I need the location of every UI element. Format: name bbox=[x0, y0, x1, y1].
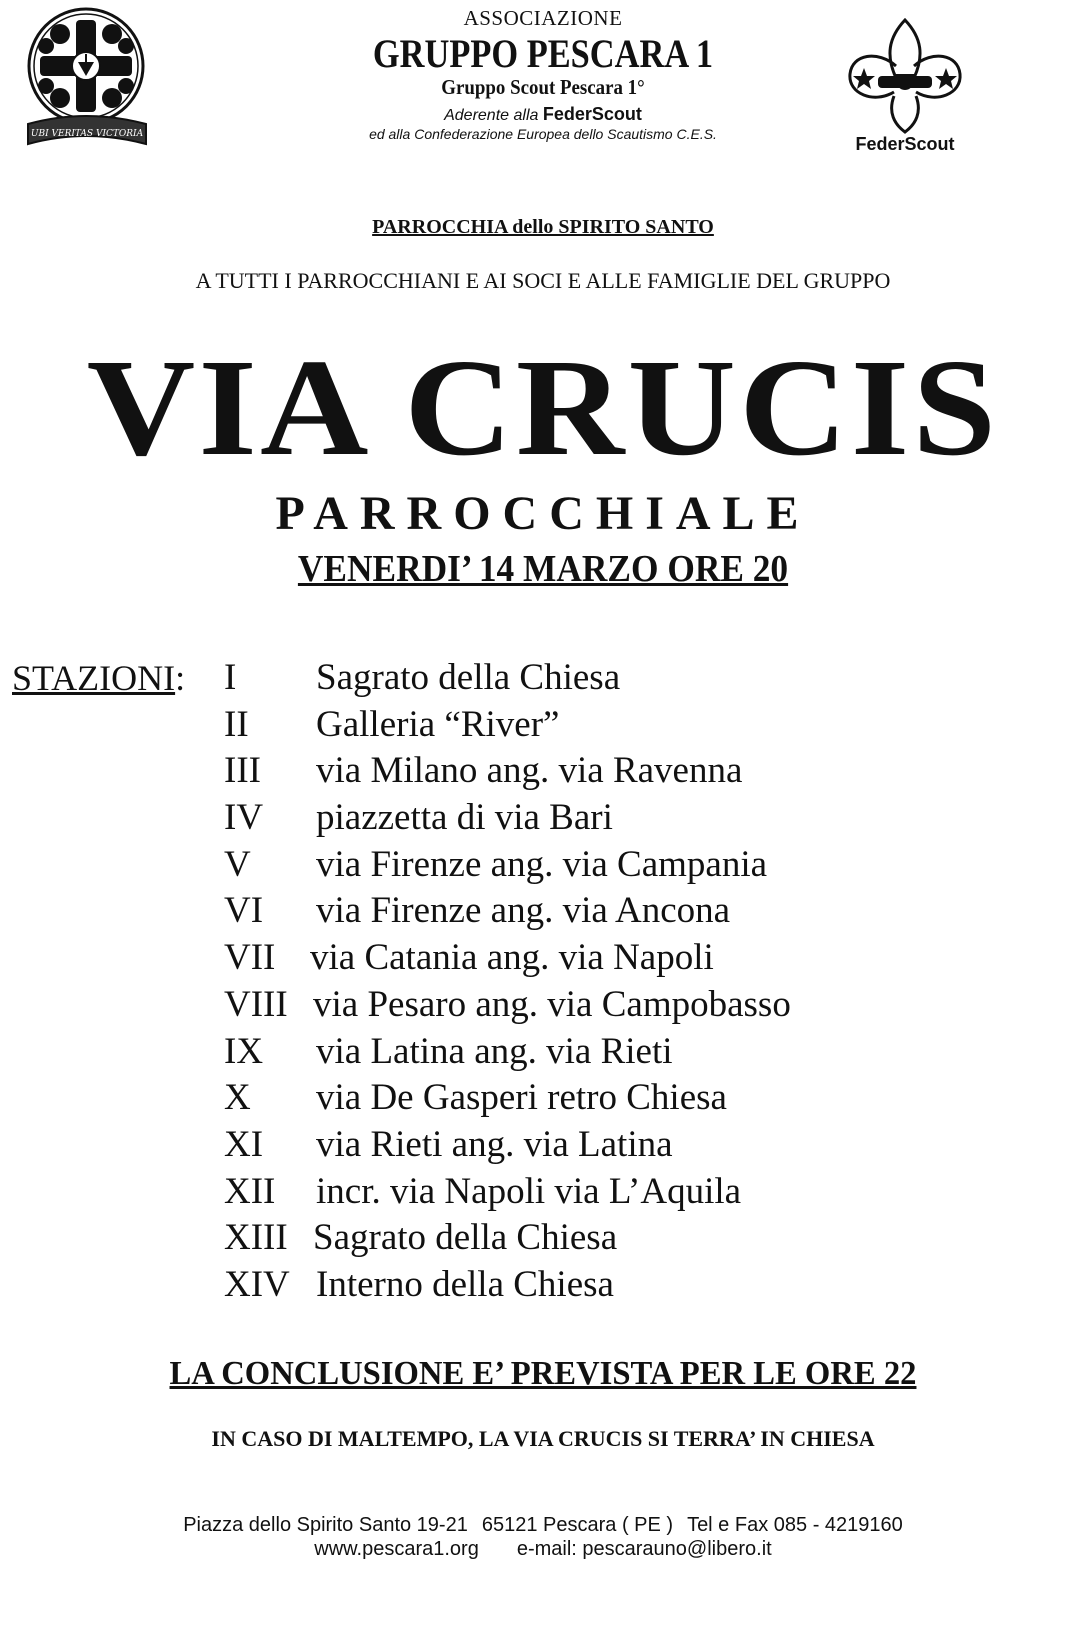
station-place: via Catania ang. via Napoli bbox=[310, 937, 714, 979]
footer-web-line bbox=[0, 1538, 1086, 1561]
station-number: II bbox=[224, 703, 249, 745]
adherent-line bbox=[0, 104, 1086, 125]
footer-email[interactable]: e-mail: pescarauno@libero.it bbox=[516, 1538, 772, 1560]
weather-notice: IN CASO DI MALTEMPO, LA VIA CRUCIS SI TERRA’ IN CHIESA bbox=[211, 1426, 875, 1451]
footer-website[interactable]: www.pescara1.org bbox=[314, 1538, 479, 1560]
conclusion-notice: LA CONCLUSIONE E’ PREVISTA PER LE ORE 22 bbox=[169, 1355, 917, 1392]
stations-list bbox=[224, 658, 984, 1312]
station-place: via Latina ang. via Rieti bbox=[316, 1030, 673, 1072]
station-number: XIII bbox=[224, 1217, 288, 1259]
station-place: via Firenze ang. via Campania bbox=[316, 843, 768, 885]
station-place: via De Gasperi retro Chiesa bbox=[316, 1077, 727, 1119]
federscout-logo-label: FederScout bbox=[855, 134, 955, 154]
station-number: VIII bbox=[224, 983, 288, 1025]
station-item bbox=[224, 938, 984, 985]
footer-address: Piazza dello Spirito Santo 19-21 bbox=[183, 1514, 468, 1536]
footer-phone: Tel e Fax 085 - 4219160 bbox=[687, 1514, 903, 1536]
parish-name: PARROCCHIA dello SPIRITO SANTO bbox=[372, 216, 714, 238]
station-number: IV bbox=[224, 797, 264, 839]
station-place: incr. via Napoli via L’Aquila bbox=[316, 1170, 742, 1212]
station-number: XIV bbox=[224, 1263, 290, 1305]
footer-postal: 65121 Pescara ( PE ) bbox=[481, 1514, 674, 1536]
station-item bbox=[224, 751, 984, 798]
adherent-name: FederScout bbox=[542, 104, 642, 124]
station-number: V bbox=[224, 843, 251, 885]
station-place: Sagrato della Chiesa bbox=[316, 657, 621, 698]
station-item bbox=[224, 985, 984, 1032]
station-place: Galleria “River” bbox=[316, 703, 560, 745]
left-logo-motto: UBI VERITAS VICTORIA bbox=[30, 129, 144, 139]
station-number: XI bbox=[224, 1123, 264, 1165]
station-number: VI bbox=[224, 890, 264, 932]
station-item bbox=[224, 1078, 984, 1125]
association-label: ASSOCIAZIONE bbox=[463, 6, 623, 30]
station-item bbox=[224, 1172, 984, 1219]
station-item bbox=[224, 1125, 984, 1172]
station-number: IX bbox=[224, 1030, 264, 1072]
station-place: piazzetta di via Bari bbox=[316, 797, 613, 839]
station-item bbox=[224, 891, 984, 938]
station-item bbox=[224, 798, 984, 845]
audience-line: A TUTTI I PARROCCHIANI E AI SOCI E ALLE FAMIGLIE DEL GRUPPO bbox=[195, 268, 891, 293]
station-number: X bbox=[224, 1077, 251, 1119]
station-item bbox=[224, 705, 984, 752]
station-number: VII bbox=[224, 937, 276, 979]
station-item bbox=[224, 1032, 984, 1079]
station-place: via Milano ang. via Ravenna bbox=[316, 750, 743, 792]
station-place: via Pesaro ang. via Campobasso bbox=[313, 983, 791, 1025]
page-title: VIA CRUCIS bbox=[86, 331, 1000, 485]
confederation-line: ed alla Confederazione Europea dello Scautismo C.E.S. bbox=[369, 126, 717, 142]
station-number: I bbox=[224, 657, 237, 698]
station-place: Sagrato della Chiesa bbox=[313, 1217, 618, 1259]
station-place: via Firenze ang. via Ancona bbox=[316, 890, 731, 932]
group-subtitle: Gruppo Scout Pescara 1° bbox=[441, 75, 645, 99]
station-item bbox=[224, 658, 984, 705]
stations-label-text: STAZIONI bbox=[12, 658, 176, 698]
stations-label bbox=[12, 658, 185, 698]
page-subtitle: PARROCCHIALE bbox=[275, 487, 811, 540]
station-item bbox=[224, 845, 984, 892]
event-date-time: VENERDI’ 14 MARZO ORE 20 bbox=[297, 548, 789, 590]
station-item bbox=[224, 1265, 984, 1312]
adherent-prefix: Aderente alla bbox=[444, 107, 539, 124]
stations-label-colon: : bbox=[175, 658, 186, 698]
footer-contact-line bbox=[0, 1514, 1086, 1537]
station-item bbox=[224, 1218, 984, 1265]
station-place: Interno della Chiesa bbox=[316, 1263, 614, 1305]
station-place: via Rieti ang. via Latina bbox=[316, 1123, 673, 1165]
station-number: III bbox=[224, 750, 261, 792]
group-name: GRUPPO PESCARA 1 bbox=[372, 31, 714, 76]
station-number: XII bbox=[224, 1170, 276, 1212]
